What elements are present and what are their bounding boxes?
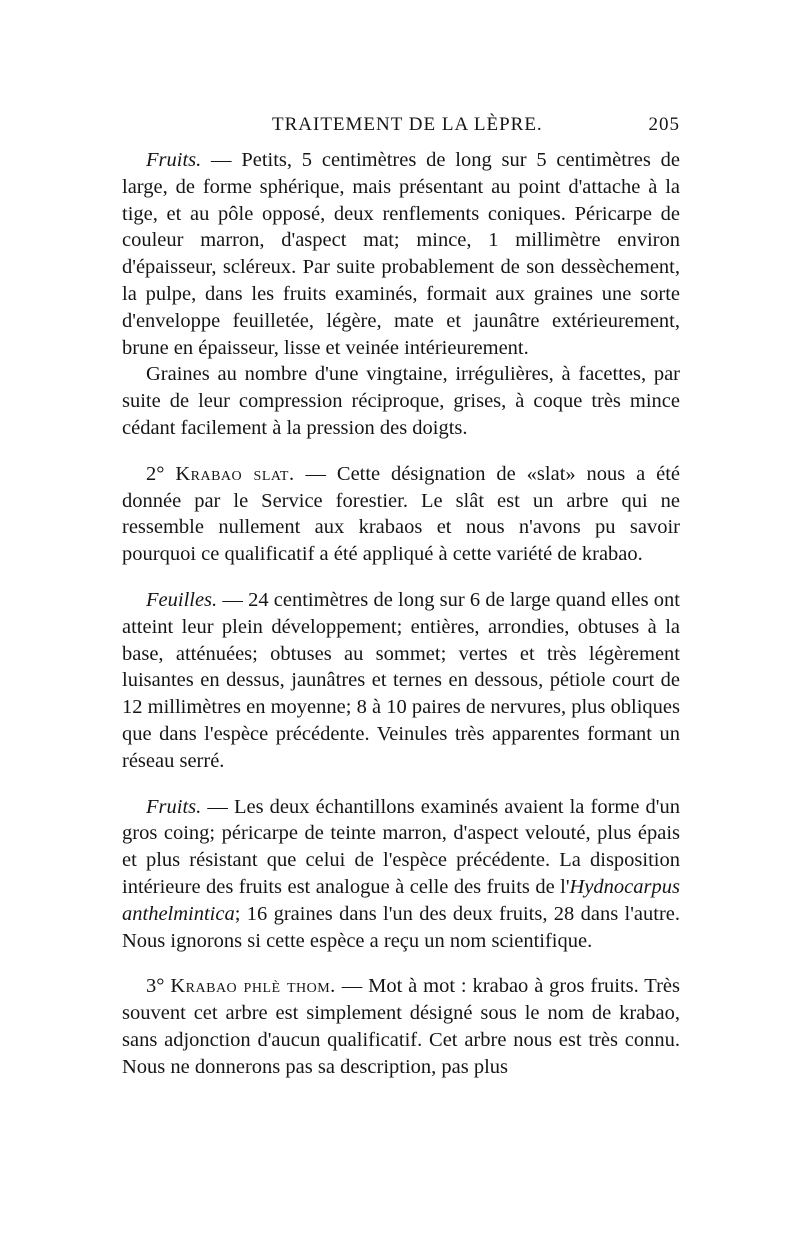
paragraph-feuilles bbox=[122, 587, 680, 775]
page-number: 205 bbox=[648, 114, 680, 135]
paragraph-text: — Petits, 5 centimètres de long sur 5 centimètres de large, de forme sphérique, mais présentant au point d'attache à la tige, et au pôle opposé, deux renflements coniques. Péricarpe de couleur marron, d'aspect mat; mince, 1 millimètre environ d'épaisseur, scléreux. Par suite probablement de son dessèchement, la pulpe, dans les fruits examinés, formait aux graines une sorte d'enveloppe feuilletée, légère, mate et jaunâtre extérieurement, brune en épaisseur, lisse et veinée intérieurement. bbox=[122, 149, 680, 359]
paragraph-text: — Cette désignation de «slat» nous a été donnée par le Service forestier. Le slât est un arbre qui ne ressemble nullement aux krabaos et nous n'avons pu savoir pourquoi ce qualificatif a été appliqué à cette variété de krabao. bbox=[122, 462, 681, 566]
paragraph-fruits-1 bbox=[122, 147, 680, 361]
paragraph-graines bbox=[122, 361, 680, 441]
species-name: Krabao phlè thom. bbox=[170, 975, 336, 998]
paragraph-text: — Mot à mot : krabao à gros fruits. Très souvent cet arbre est simplement désigné sous le nom de krabao, sans adjonction d'aucun qualificatif. Cet arbre nous est très connu. Nous ne donnerons pas sa description, pas plus bbox=[122, 975, 680, 1078]
paragraph-text: — 24 centimètres de long sur 6 de large quand elles ont atteint leur plein développement; entières, arrondies, obtuses à la base, atténuées; obtuses au sommet; vertes et très légèrement luisantes en dessus, jaunâtres et ternes en dessous, pétiole court de 12 millimètres en moyenne; 8 à 10 paires de nervures, plus obliques que dans l'espèce précédente. Veinules très apparentes formant un réseau serré. bbox=[122, 588, 680, 772]
scientific-name: Hydnocarpus anthelmintica bbox=[122, 875, 680, 925]
paragraph-fruits-2 bbox=[122, 794, 680, 955]
section-lead-fruits: Fruits. bbox=[146, 149, 202, 171]
paragraph-text: Graines au nombre d'une vingtaine, irrégulières, à facettes, par suite de leur compression réciproque, grises, à coque très mince cédant facilement à la pression des doigts. bbox=[122, 363, 680, 439]
running-title: TRAITEMENT DE LA LÈPRE. bbox=[272, 114, 543, 135]
section-number: 3° bbox=[146, 975, 165, 998]
paragraph-text: ; 16 graines dans l'un des deux fruits, 28 dans l'autre. Nous ignorons si cette espèce a reçu un nom scientifique. bbox=[122, 902, 680, 952]
page-header bbox=[122, 114, 680, 144]
page-body bbox=[122, 147, 680, 1081]
section-lead-fruits: Fruits. bbox=[146, 795, 202, 818]
section-number: 2° bbox=[146, 462, 165, 485]
paragraph-text: — Les deux échantillons examinés avaient la forme d'un gros coing; péricarpe de teinte marron, d'aspect velouté, plus épais et plus résistant que celui de l'espèce précédente. La disposition intérieure des fruits est analogue à celle des fruits de l' bbox=[122, 795, 680, 898]
species-name: Krabao slat. bbox=[175, 462, 295, 485]
section-lead-feuilles: Feuilles. bbox=[146, 588, 218, 611]
paragraph-krabao-slat bbox=[122, 461, 680, 568]
paragraph-krabao-phle-thom bbox=[122, 973, 680, 1080]
